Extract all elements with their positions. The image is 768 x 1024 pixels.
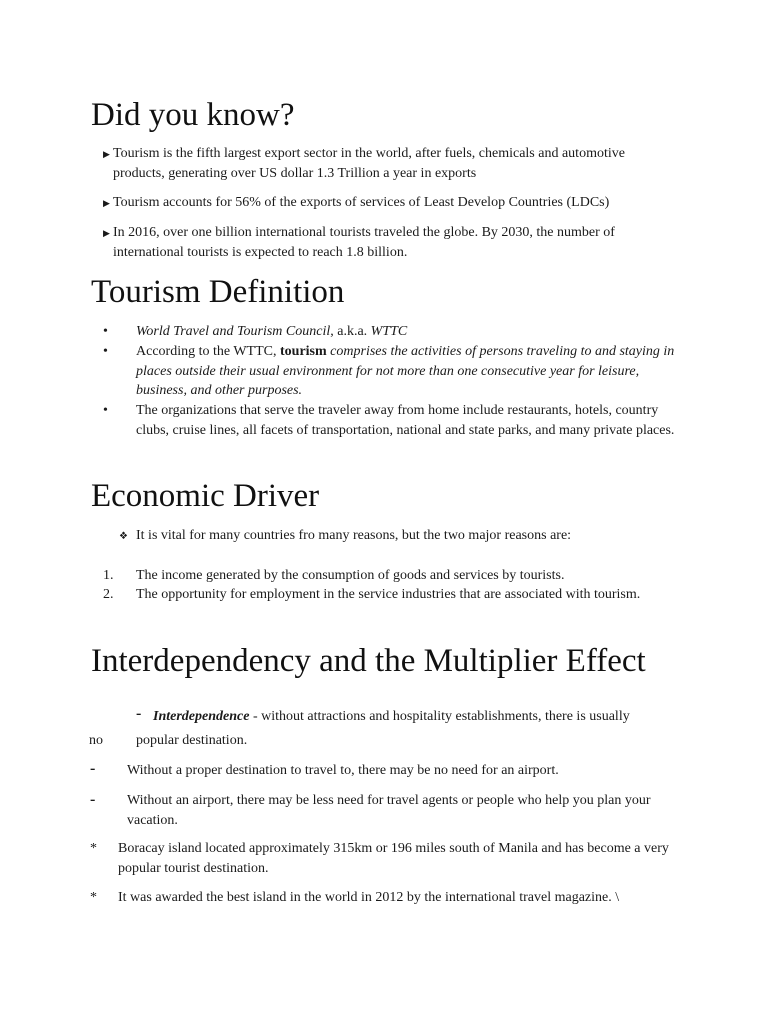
list-number-1: 1.	[103, 568, 114, 583]
dash-item-2: Without an airport, there may be less need for travel agents or people who help you plan your vacation.	[127, 793, 651, 828]
heading-tourism-definition: Tourism Definition	[91, 274, 345, 310]
definition-item-2	[136, 342, 676, 401]
did-you-know-bullet-2: Tourism accounts for 56% of the exports of services of Least Develop Countries (LDCs)	[113, 195, 610, 210]
bullet-dot: •	[103, 344, 108, 359]
economic-item-2: The opportunity for employment in the service industries that are associated with tourism.	[136, 587, 641, 602]
dash-item-1: Without a proper destination to travel to, there may be no need for an airport.	[127, 763, 559, 778]
interdependence-line-1	[153, 707, 713, 727]
triangle-bullet-icon: ▶	[103, 149, 110, 159]
definition-pre: According to the WTTC,	[136, 344, 280, 359]
triangle-bullet-icon: ▶	[103, 198, 110, 208]
definition-term: tourism	[280, 344, 327, 359]
diamond-bullet-icon: ❖	[119, 531, 128, 542]
bullet-dot: •	[103, 324, 108, 339]
did-you-know-bullet-3: In 2016, over one billion international tourists traveled the globe. By 2030, the number of international tourists is expected to reach 1.8 billion.	[113, 225, 615, 260]
did-you-know-bullet-1: Tourism is the fifth largest export sector in the world, after fuels, chemicals and automotive products, generating over US dollar 1.3 Trillion a year in exports	[113, 146, 625, 181]
triangle-bullet-icon: ▶	[103, 228, 110, 238]
interdependence-line-2: popular destination.	[136, 733, 248, 748]
aka-text: , a.k.a.	[330, 324, 371, 339]
heading-did-you-know: Did you know?	[91, 97, 295, 133]
star-marker: *	[90, 841, 97, 856]
no-word: no	[89, 733, 103, 748]
bullet-dot: •	[103, 403, 108, 418]
star-marker: *	[90, 890, 97, 905]
definition-item-3: The organizations that serve the traveler away from home include restaurants, hotels, country clubs, cruise lines, all facets of transportation, national and state parks, and many private places.	[136, 403, 675, 438]
dash-marker: -	[90, 760, 96, 777]
list-number-2: 2.	[103, 587, 114, 602]
definition-text: comprises the activities of persons traveling to and staying in places outside their usual environment for not more than one consecutive year for leisure, business, and other purposes.	[136, 344, 675, 398]
dash-marker: -	[136, 705, 142, 722]
economic-item-1: The income generated by the consumption of goods and services by tourists.	[136, 568, 565, 583]
wttc-abbr: WTTC	[370, 324, 408, 339]
interdependence-text: - without attractions and hospitality establishments, there is usually	[249, 709, 630, 724]
definition-item-1	[136, 322, 696, 342]
heading-interdependency: Interdependency and the Multiplier Effect	[91, 643, 646, 679]
interdependence-term: Interdependence	[153, 709, 250, 724]
wttc-full-name: World Travel and Tourism Council	[136, 324, 331, 339]
heading-economic-driver: Economic Driver	[91, 478, 320, 514]
dash-marker: -	[90, 791, 96, 808]
star-item-1: Boracay island located approximately 315km or 196 miles south of Manila and has become a very popular tourist destination.	[118, 841, 669, 876]
economic-intro: It is vital for many countries fro many reasons, but the two major reasons are:	[136, 528, 572, 543]
star-item-2: It was awarded the best island in the world in 2012 by the international travel magazine. \	[118, 890, 620, 905]
